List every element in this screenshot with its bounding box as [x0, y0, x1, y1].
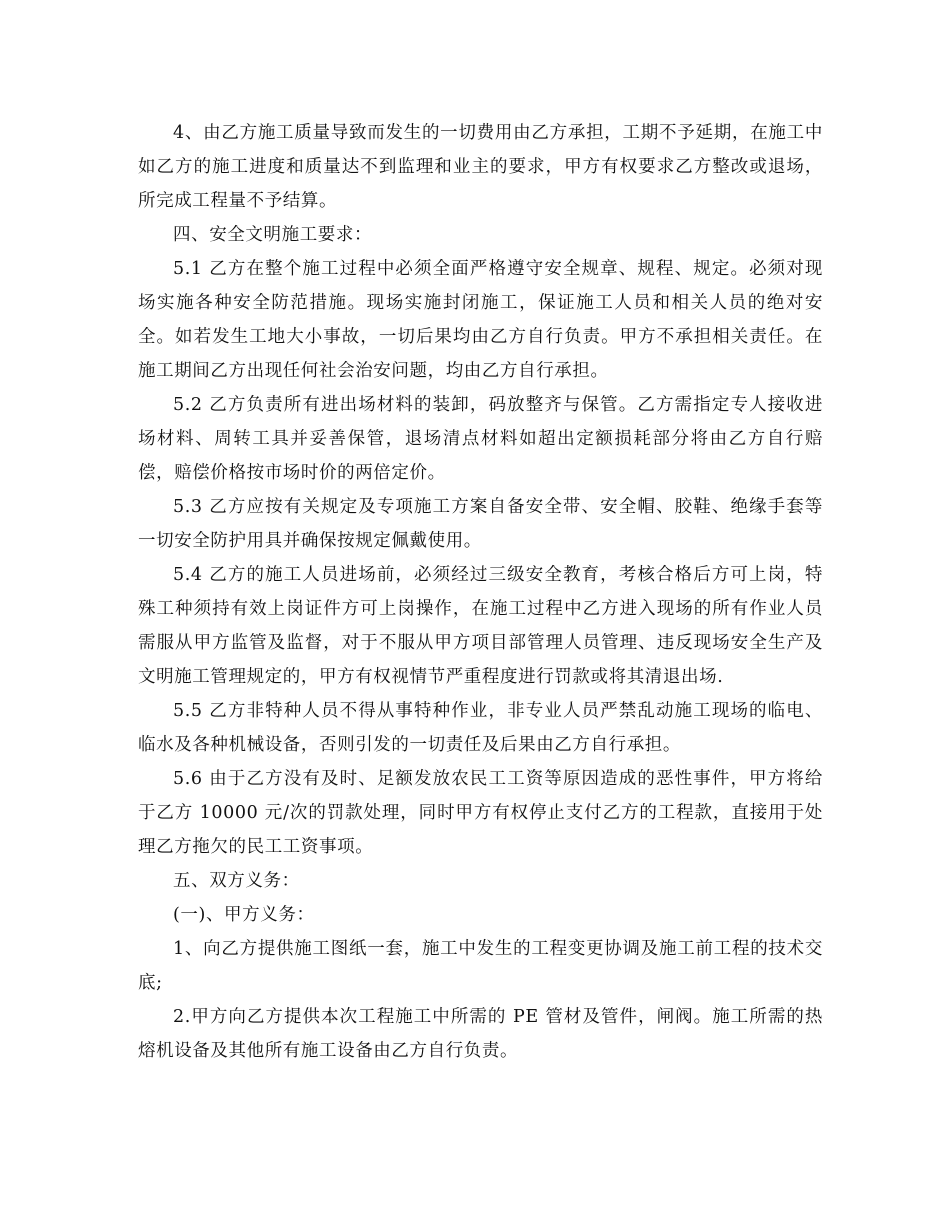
paragraph-5-5: 5.5 乙方非特种人员不得从事特种作业，非专业人员严禁乱动施工现场的临电、临水及各种机械设备，否则引发的一切责任及后果由乙方自行承担。: [138, 701, 823, 755]
paragraph-5-4: 5.4 乙方的施工人员进场前，必须经过三级安全教育，考核合格后方可上岗，特殊工种须持有效上岗证件方可上岗操作，在施工过程中乙方进入现场的所有作业人员需服从甲方监管及监督，对于不服从甲方项目部管理人员管理、违反现场安全生产及文明施工管理规定的，甲方有权视情节严重程度进行罚款或将其清退出场.: [138, 565, 823, 687]
paragraph-5-6: 5.6 由于乙方没有及时、足额发放农民工工资等原因造成的恶性事件，甲方将给于乙方 10000 元/次的罚款处理，同时甲方有权停止支付乙方的工程款，直接用于处理乙方拖欠的民工工资事项。: [138, 769, 823, 857]
paragraph-5-3: 5.3 乙方应按有关规定及专项施工方案自备安全带、安全帽、胶鞋、绝缘手套等一切安全防护用具并确保按规定佩戴使用。: [138, 497, 823, 551]
paragraph-party-a-2: 2.甲方向乙方提供本次工程施工中所需的 PE 管材及管件，闸阀。施工所需的热熔机设备及其他所有施工设备由乙方自行负责。: [138, 1007, 823, 1061]
paragraph-5-2: 5.2 乙方负责所有进出场材料的装卸，码放整齐与保管。乙方需指定专人接收进场材料、周转工具并妥善保管，退场清点材料如超出定额损耗部分将由乙方自行赔偿，赔偿价格按市场时价的两倍定价。: [138, 395, 823, 483]
subsection-heading-party-a: (一)、甲方义务：: [173, 905, 315, 925]
section-heading-obligations: 五、双方义务：: [173, 871, 300, 891]
paragraph-party-a-1: 1、向乙方提供施工图纸一套，施工中发生的工程变更协调及施工前工程的技术交底;: [138, 939, 823, 993]
section-heading-safety: 四、安全文明施工要求：: [173, 225, 373, 245]
paragraph-5-1: 5.1 乙方在整个施工过程中必须全面严格遵守安全规章、规程、规定。必须对现场实施各种安全防范措施。现场实施封闭施工，保证施工人员和相关人员的绝对安全。如若发生工地大小事故，一切后果均由乙方自行负责。甲方不承担相关责任。在施工期间乙方出现任何社会治安问题，均由乙方自行承担。: [138, 259, 823, 381]
paragraph-item-4-cost-liability: 4、由乙方施工质量导致而发生的一切费用由乙方承担，工期不予延期，在施工中如乙方的施工进度和质量达不到监理和业主的要求，甲方有权要求乙方整改或退场，所完成工程量不予结算。: [138, 123, 823, 211]
document-body: [138, 116, 823, 1068]
